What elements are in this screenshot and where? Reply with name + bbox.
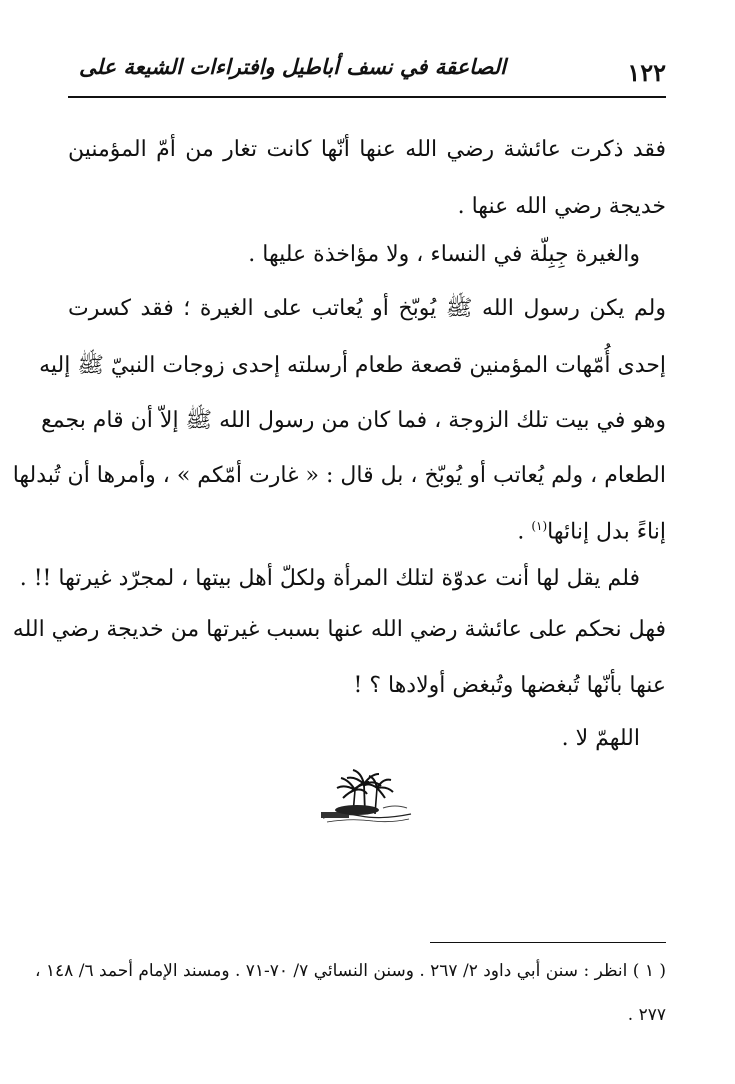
paragraph-line: فلم يقل لها أنت عدوّة لتلك المرأة ولكلّ أهل بيتها ، لمجرّد غيرتها !! .	[19, 566, 640, 591]
page-number: ١٢٢	[627, 58, 666, 87]
palm-trees-landscape-icon	[321, 768, 413, 826]
paragraph-line: الطعام ، ولم يُعاتب أو يُوبّخ ، بل قال : « غارت أمّكم » ، وأمرها أن تُبدلها	[12, 463, 666, 488]
paragraph-line	[517, 510, 666, 545]
footnote-line: ٢٧٧ .	[627, 1005, 666, 1025]
paragraph-line: فقد ذكرت عائشة رضي الله عنها أنّها كانت تغار من أمّ المؤمنين	[68, 137, 666, 162]
footnote-reference: (١)	[531, 519, 548, 533]
paragraph-line: اللهمّ لا .	[561, 726, 640, 751]
paragraph-line: وهو في بيت تلك الزوجة ، فما كان من رسول الله ﷺ إلاّ أن قام بجمع	[41, 408, 666, 433]
page-header	[68, 50, 666, 90]
footnote-rule	[430, 942, 666, 943]
paragraph-line: إحدى أُمّهات المؤمنين قصعة طعام أرسلته إحدى زوجات النبيّ ﷺ إليه	[39, 353, 666, 378]
footnote-line: ( ١ ) انظر : سنن أبي داود ٢/ ٢٦٧ . وسنن النسائي ٧/ ٧٠-٧١ . ومسند الإمام أحمد ٦/ ١٤٨ ،	[35, 961, 666, 981]
running-title: الصاعقة في نسف أباطيل وافتراءات الشيعة على	[79, 54, 506, 79]
header-rule	[68, 96, 666, 98]
paragraph-line: فهل نحكم على عائشة رضي الله عنها بسبب غيرتها من خديجة رضي الله	[12, 617, 666, 642]
paragraph-line: والغيرة جِبِلّة في النساء ، ولا مؤاخذة عليها .	[248, 242, 640, 267]
paragraph-line: ولم يكن رسول الله ﷺ يُوبّخ أو يُعاتب على الغيرة ؛ فقد كسرت	[68, 296, 666, 321]
paragraph-line: خديجة رضي الله عنها .	[457, 194, 666, 219]
line-end-period: .	[517, 519, 532, 545]
line-text: إناءً بدل إنائها	[547, 519, 666, 545]
paragraph-line: عنها بأنّها تُبغضها وتُبغض أولادها ؟ !	[353, 673, 666, 698]
